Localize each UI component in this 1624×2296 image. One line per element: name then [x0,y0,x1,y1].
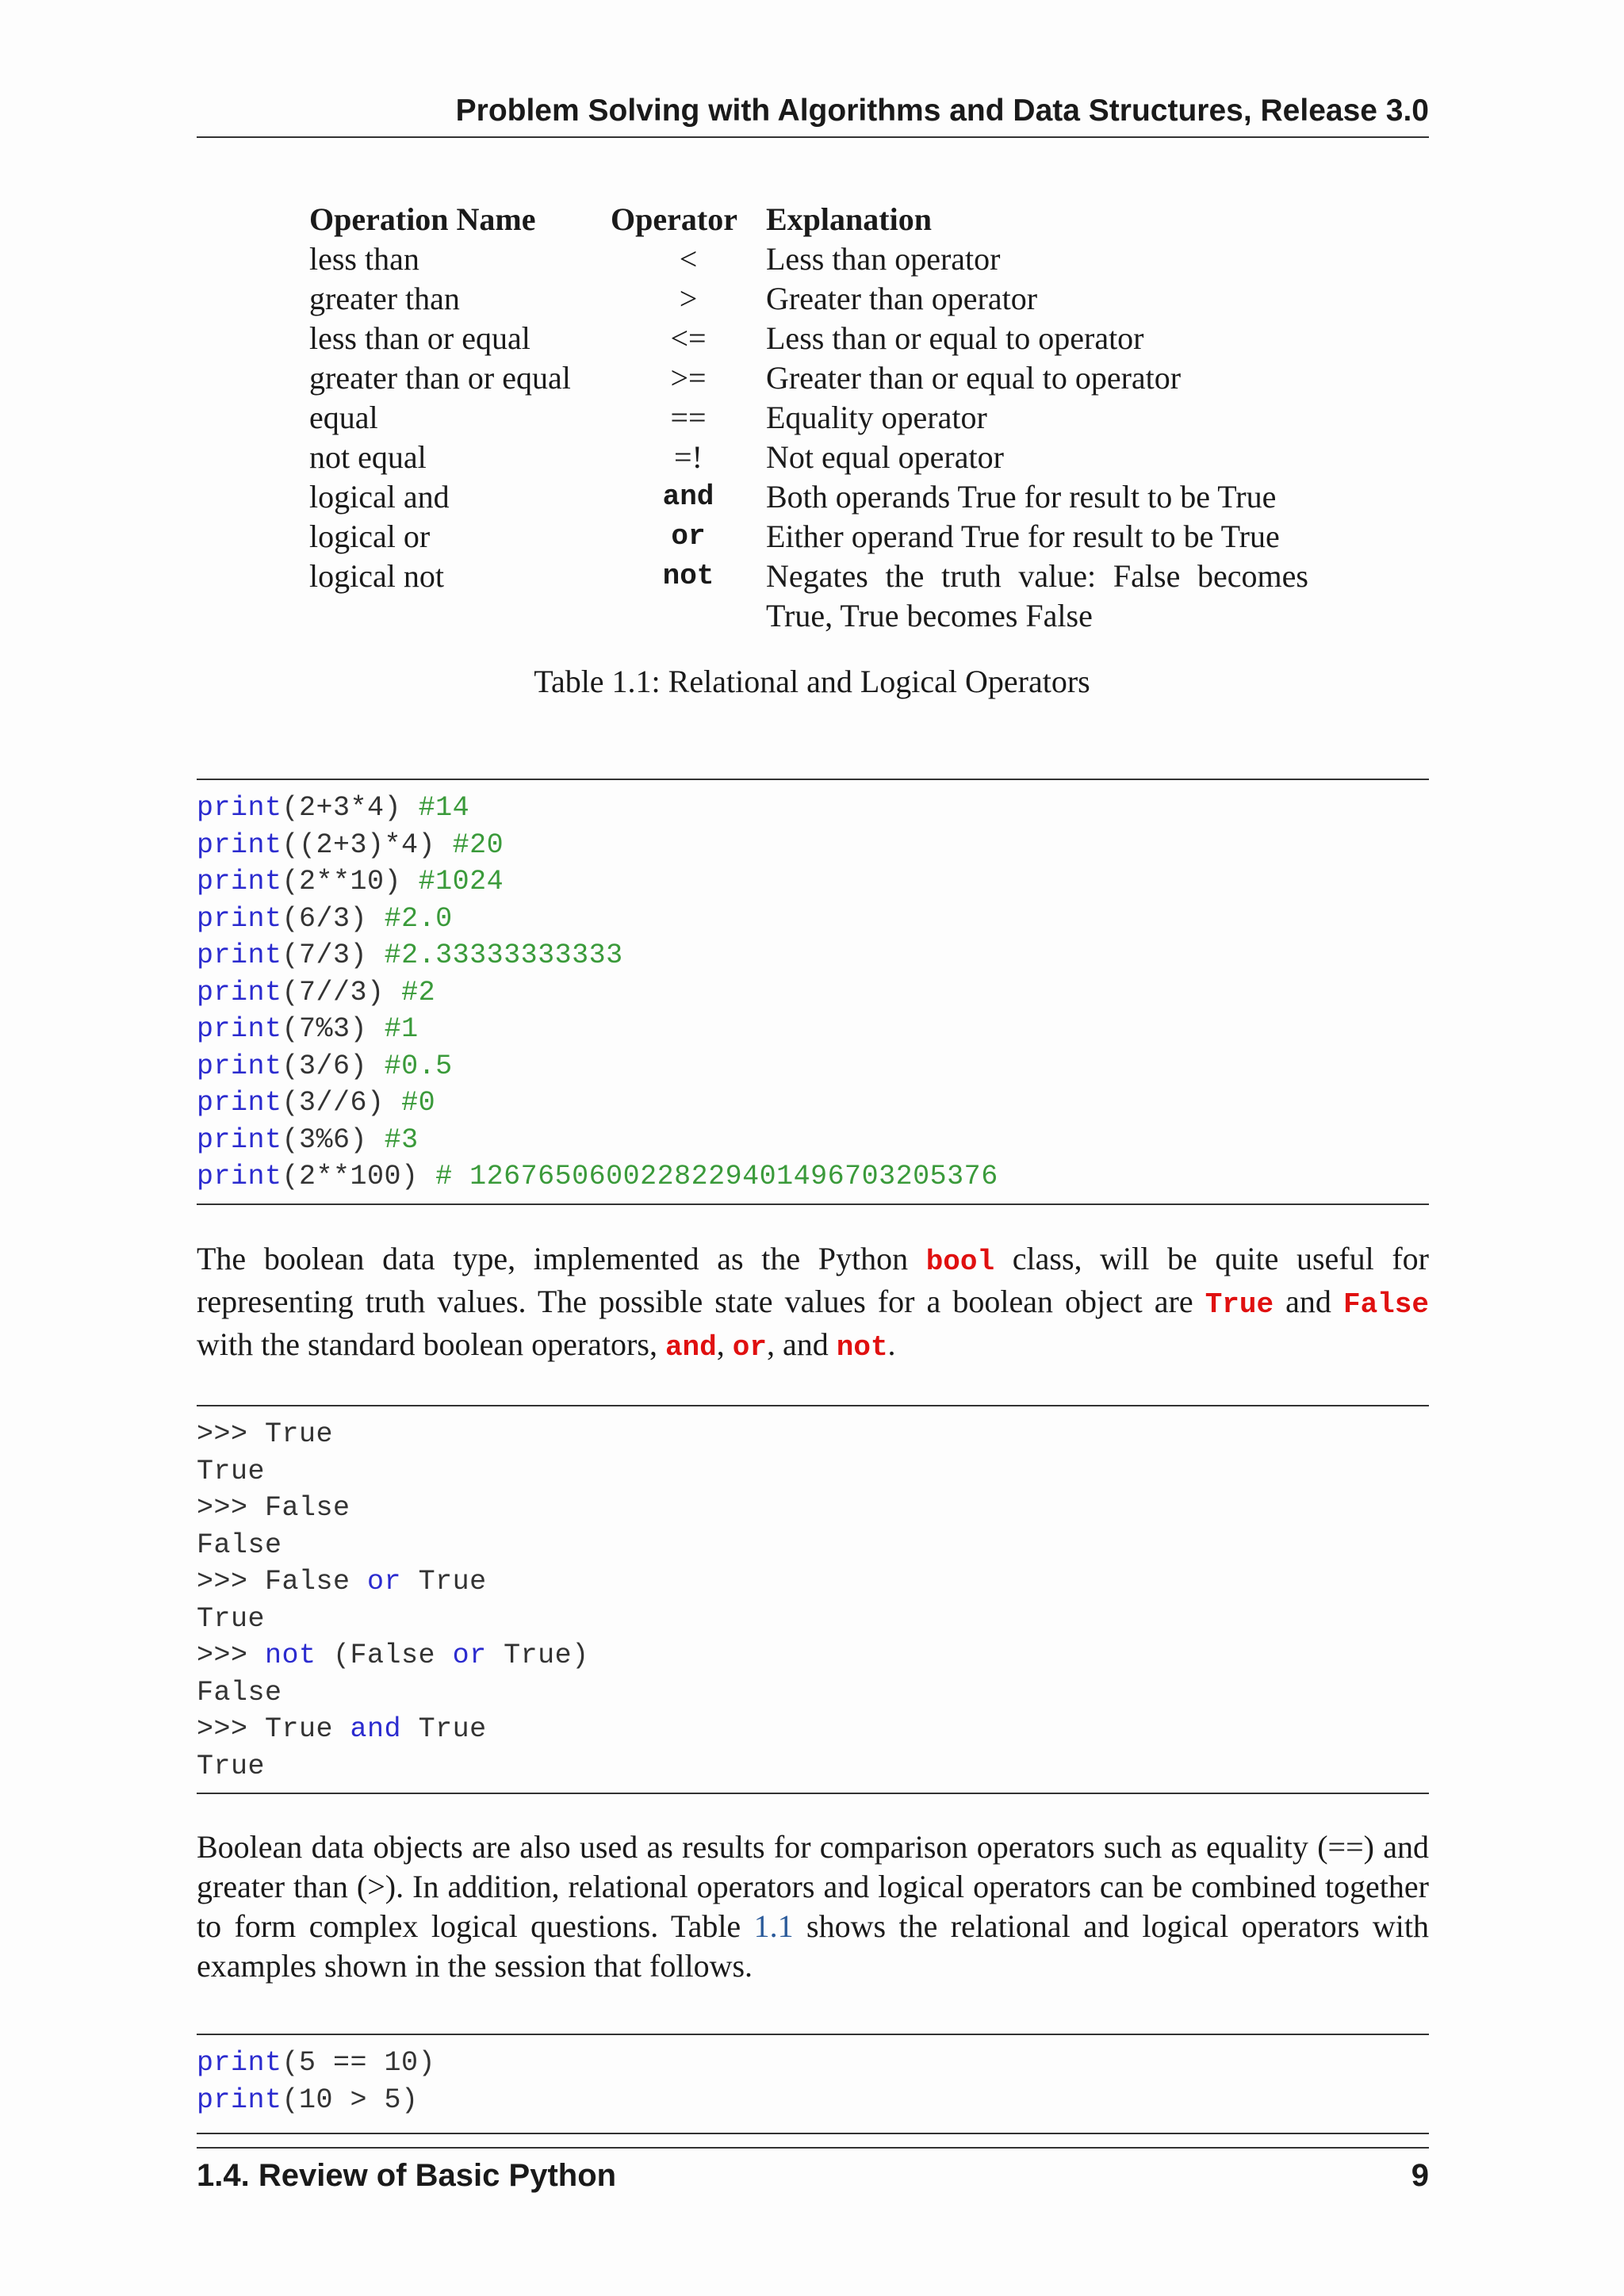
keyword: or [367,1566,402,1598]
op-symbol: > [679,281,698,316]
code-line [197,974,1429,1012]
code-line [197,863,1429,901]
code-line [197,1085,1429,1122]
keyword: print [197,828,282,861]
inline-code-bool: bool [925,1246,995,1278]
code-line: False [197,1529,282,1561]
keyword: print [197,2047,282,2079]
code-line [197,1011,1429,1048]
keyword: or [452,1640,487,1671]
code-text: False [265,1566,368,1598]
code-line [197,901,1429,938]
code-comment: # 1267650600228229401496703205376 [435,1161,998,1192]
code-args: (2**100) [282,1161,419,1192]
table-row [309,319,1308,358]
footer-section: 1.4. Review of Basic Python [197,2158,617,2193]
op-symbol: =! [674,439,703,475]
op-symbol: <= [670,320,707,356]
code-comment: #20 [452,828,504,861]
running-footer [197,2147,1429,2194]
op-symbol: not [662,560,714,592]
code-block-boolean-session [197,1405,1429,1794]
op-explanation: Greater than operator [766,281,1038,316]
code-line: False [197,1676,282,1709]
running-header [197,89,1429,138]
code-text: True [265,1713,350,1745]
code-comment: #14 [418,792,470,824]
code-comment: #0 [401,1087,436,1119]
op-explanation: Greater than or equal to operator [766,360,1182,396]
op-symbol: == [670,400,707,435]
code-line [197,1122,1429,1159]
table-row [309,517,1308,557]
code-line [197,790,1429,827]
code-args: (3%6) [282,1123,368,1156]
op-explanation: Negates the truth value: False becomes True, True becomes False [766,558,1308,633]
code-args: (2+3*4) [282,792,402,824]
text-span: , and [766,1326,837,1362]
op-symbol: and [662,480,714,513]
inline-code-not: not [836,1331,888,1364]
op-name: logical and [309,479,450,515]
op-name: less than [309,241,419,277]
code-block-arithmetic [197,779,1429,1205]
code-line [197,937,1429,974]
table-row [309,477,1308,517]
keyword: print [197,1013,282,1045]
op-explanation: Either operand True for result to be True [766,519,1280,554]
inline-code-false: False [1342,1288,1429,1321]
op-name: logical or [309,519,431,554]
table-header-row [309,200,1308,239]
keyword: print [197,976,282,1008]
op-symbol: or [671,520,706,553]
keyword: print [197,866,282,897]
paragraph-comparison [197,1827,1429,1986]
op-explanation: Not equal operator [766,439,1004,475]
code-args: (3/6) [282,1050,368,1082]
op-name: greater than or equal [309,360,571,396]
code-line [197,2082,1429,2119]
code-args: (7//3) [282,976,385,1008]
table-row [309,398,1308,438]
col-header-name: Operation Name [309,201,536,237]
text-span: , [716,1326,733,1362]
keyword: print [197,1087,282,1119]
code-text: False [265,1492,350,1524]
code-line [197,827,1429,864]
operators-table [309,200,1308,636]
code-line [197,1637,1429,1674]
code-line [197,1048,1429,1085]
keyword: not [265,1640,316,1671]
op-explanation: Equality operator [766,400,987,435]
code-text: True) [486,1640,589,1671]
inline-code-true: True [1205,1288,1274,1321]
code-args: ((2+3)*4) [282,828,436,861]
header-title: Problem Solving with Algorithms and Data Structures, Release 3.0 [455,94,1429,128]
code-comment: #2.0 [384,902,453,935]
op-explanation: Both operands True for result to be True [766,479,1277,515]
op-name: greater than [309,281,460,316]
table-row [309,279,1308,319]
keyword: print [197,1050,282,1082]
code-text: (False [316,1640,453,1671]
text-span: and [1274,1284,1343,1319]
code-comment: #1 [384,1013,419,1045]
code-text: True [401,1566,487,1598]
code-line: True [197,1750,266,1782]
op-explanation: Less than or equal to operator [766,320,1144,356]
op-name: equal [309,400,378,435]
keyword: and [350,1713,402,1745]
code-args: (7%3) [282,1013,368,1045]
inline-code-or: or [732,1331,767,1364]
table-row [309,358,1308,398]
col-header-operator: Operator [611,201,737,237]
code-line [197,2045,1429,2082]
code-block-comparison [197,2034,1429,2134]
code-line [197,1158,1429,1196]
op-symbol: >= [670,360,707,396]
keyword: print [197,939,282,971]
code-text: True [401,1713,487,1745]
table-row [309,557,1308,636]
prompt: >>> [197,1566,266,1598]
table-caption: Table 1.1: Relational and Logical Operators [534,664,1090,699]
op-symbol: < [679,241,698,277]
table-reference-link[interactable]: 1.1 [753,1908,794,1944]
table-row [309,438,1308,477]
prompt: >>> [197,1640,266,1671]
code-comment: #0.5 [384,1050,453,1082]
code-comment: #1024 [418,866,504,897]
keyword: print [197,792,282,824]
col-header-explanation: Explanation [766,201,932,237]
text-span: class, will be quite useful for representing truth values. The possible state values for a boolean object are [197,1241,1430,1319]
code-line [197,1416,1429,1453]
code-line [197,1563,1429,1601]
prompt: >>> [197,1418,266,1450]
code-args: (3//6) [282,1087,385,1119]
keyword: print [197,902,282,935]
text-span: shows the relational and logical operators with examples shown in the session that follows. [197,1908,1429,1984]
table-row [309,239,1308,279]
text-span: The boolean data type, implemented as the Python [197,1241,926,1276]
code-comment: #3 [384,1123,419,1156]
code-comment: #2 [401,976,436,1008]
text-span: Boolean data objects are also used as results for comparison operators such as equality (==) and greater than (>). In addition, relational operators and logical operators can be combined together to form complex logical questions. Table [197,1829,1429,1944]
code-args: (2**10) [282,866,402,897]
paragraph-boolean-type [197,1239,1429,1368]
code-line: True [197,1602,266,1635]
code-args: (5 == 10) [282,2047,436,2079]
code-comment: #2.33333333333 [384,939,623,971]
code-args: (10 > 5) [282,2084,419,2116]
text-span: . [887,1326,896,1362]
prompt: >>> [197,1492,266,1524]
op-name: logical not [309,558,444,594]
code-line [197,1490,1429,1527]
prompt: >>> [197,1713,266,1745]
page-number: 9 [1411,2158,1429,2193]
code-line [197,1711,1429,1748]
keyword: print [197,1123,282,1156]
code-text: True [265,1418,334,1450]
code-line: True [197,1455,266,1487]
op-name: not equal [309,439,427,475]
text-span: with the standard boolean operators, [197,1326,665,1362]
inline-code-and: and [665,1331,717,1364]
code-args: (6/3) [282,902,368,935]
code-args: (7/3) [282,939,368,971]
keyword: print [197,1161,282,1192]
keyword: print [197,2084,282,2116]
op-explanation: Less than operator [766,241,1001,277]
op-name: less than or equal [309,320,530,356]
